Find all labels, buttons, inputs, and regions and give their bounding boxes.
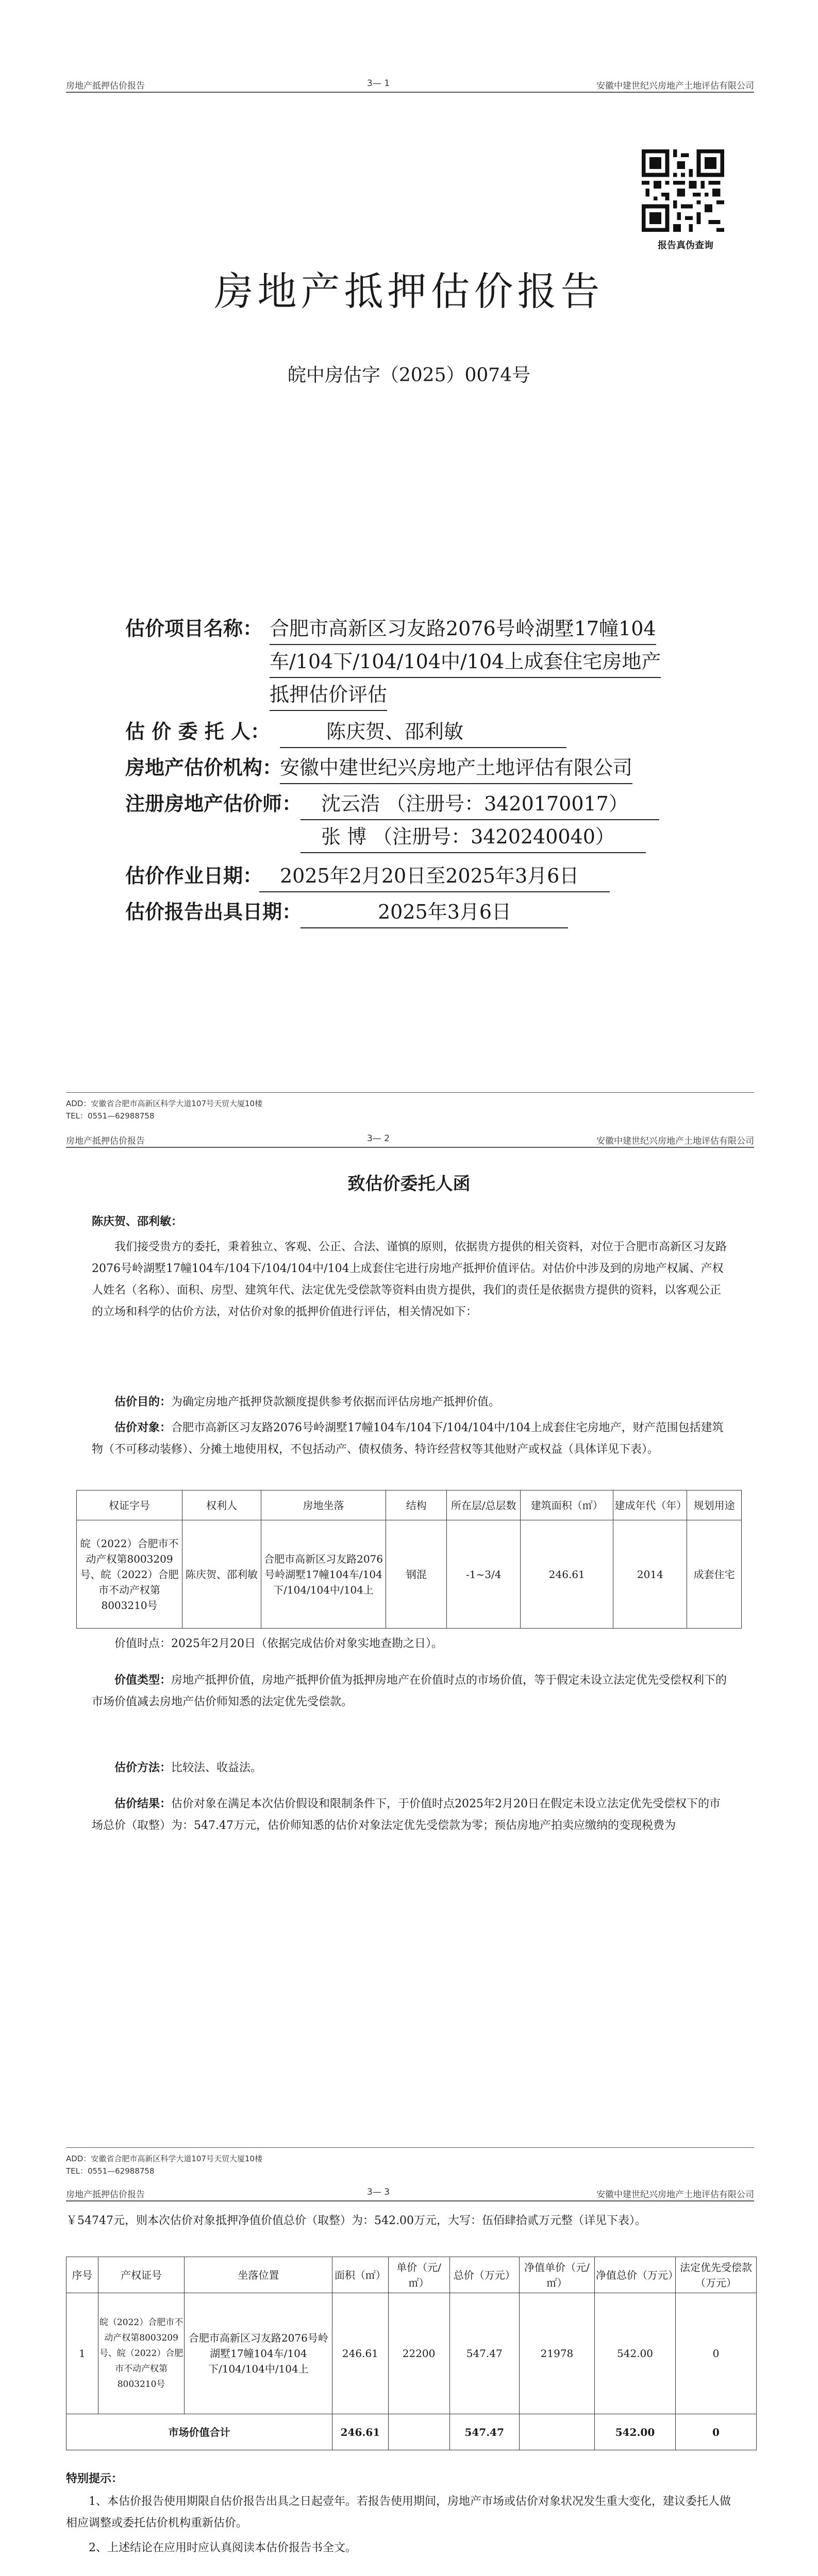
letter-intro: 我们接受贵方的委托，秉着独立、客观、公正、合法、谨慎的原则，依据贵方提供的相关资料，对位于合肥市高新区习友路2076号岭湖墅17幢104车/104下/104/104中/104上成套住宅进行房地产抵押价值评估。对估价中涉及到的房地产权属、产权人姓名（名称）、面积、房型、建筑年代、法定优先受偿款等资料由贵方提供，我们的责任是依据贵方提供的资料，以客观公正的立场和科学的估价方法，对估价对象的抵押价值进行评估，相关情况如下： — [92, 1241, 727, 1318]
period-value: 2025年2月20日至2025年3月6日 — [259, 860, 610, 892]
page-header — [66, 2187, 754, 2208]
page-header — [66, 78, 754, 99]
report-title: 房地产抵押估价报告 — [214, 268, 604, 314]
project-value-line3: 抵押估价评估 — [270, 679, 387, 711]
table-header-cell: 房地坐落 — [261, 1490, 386, 1520]
table-header-cell: 净值单价（元/㎡） — [519, 2257, 594, 2293]
table-cell: 1 — [66, 2293, 98, 2414]
result-paragraph — [92, 1793, 731, 1837]
agency-value: 安徽中建世纪兴房地产土地评估有限公司 — [280, 752, 632, 784]
table-cell: 成套住宅 — [687, 1520, 742, 1629]
notes-title: 特别提示： — [66, 2472, 123, 2485]
table-cell: -1~3/4 — [447, 1520, 521, 1629]
table-row — [77, 1520, 742, 1629]
header-divider — [66, 2200, 754, 2201]
object-label: 估价对象： — [114, 1421, 172, 1434]
footer-address: ADD：安徽省合肥市高新区科学大道107号天贸大厦10楼 — [66, 1099, 263, 1108]
project-label: 估价项目名称： — [125, 617, 263, 640]
client-row — [125, 716, 718, 747]
appraiser-2: 张 博 （注册号：3420240040） — [301, 821, 646, 853]
table-total-row — [66, 2414, 757, 2450]
table-header-cell: 总价（万元） — [449, 2257, 519, 2293]
appraiser-label: 注册房地产估价师： — [125, 792, 302, 815]
purpose-paragraph — [92, 1391, 731, 1413]
note-2: 2、上述结论在应用时应认真阅读本估价报告书全文。 — [89, 2541, 357, 2554]
footer-address: ADD：安徽省合肥市高新区科学大道107号天贸大厦10楼 — [66, 2154, 263, 2163]
value-date-text: 2025年2月20日（依据完成估价对象实地查勘之日）。 — [171, 1637, 443, 1650]
method-text: 比较法、收益法。 — [171, 1761, 262, 1774]
header-right: 安徽中建世纪兴房地产土地评估有限公司 — [596, 81, 754, 91]
purpose-text: 为确定房地产抵押贷款额度提供参考依据而评估房地产抵押价值。 — [171, 1396, 500, 1409]
table-cell: 246.61 — [521, 1520, 613, 1629]
table-cell: 市场价值合计 — [66, 2414, 332, 2450]
table-header-cell: 序号 — [66, 2257, 98, 2293]
value-type-label: 价值类型： — [114, 1673, 172, 1687]
table-cell: 皖（2022）合肥市不动产权第8003209号、皖（2022）合肥市不动产权第8003210号 — [98, 2293, 185, 2414]
issue-date-value: 2025年3月6日 — [301, 896, 568, 928]
qr-code-icon[interactable] — [642, 149, 724, 232]
table-header-cell: 坐落位置 — [185, 2257, 332, 2293]
table-row — [66, 2293, 757, 2414]
value-type-paragraph — [92, 1669, 731, 1713]
table-header-cell: 单价（元/㎡） — [388, 2257, 449, 2293]
table-header-cell: 法定优先受偿款（万元） — [675, 2257, 756, 2293]
table-header-cell: 产权证号 — [98, 2257, 185, 2293]
header-page-no: 3— 2 — [367, 1133, 390, 1144]
value-type-text: 房地产抵押价值，房地产抵押价值为抵押房地产在价值时点的市场价值，等于假定未设立法定优先受偿权利下的市场价值减去房地产估价师知悉的法定优先受偿款。 — [92, 1674, 727, 1708]
valuation-table — [66, 2257, 757, 2450]
footer-tel: TEL：0551—62988758 — [66, 1111, 155, 1121]
header-divider — [66, 1147, 754, 1148]
page-footer — [66, 1097, 262, 1122]
salutation: 陈庆贺、邵利敏： — [92, 1215, 183, 1228]
table-cell: 皖（2022）合肥市不动产权第8003209号、皖（2022）合肥市不动产权第8003210号 — [77, 1520, 182, 1629]
client-label: 估 价 委 托 人： — [125, 720, 270, 743]
result-text: 估价对象在满足本次估价假设和限制条件下，于价值时点2025年2月20日在假定未设立法定优先受偿权下的市场总价（取整）为：547.47万元，估价师知悉的估价对象法定优先受偿款为零；预估房地产拍卖应缴纳的变现税费为 — [92, 1798, 721, 1832]
client-value: 陈庆贺、邵利敏 — [280, 716, 566, 748]
footer-tel: TEL：0551—62988758 — [66, 2166, 155, 2176]
issue-date-label: 估价报告出具日期： — [125, 900, 302, 923]
header-right: 安徽中建世纪兴房地产土地评估有限公司 — [596, 1136, 754, 1146]
table-cell: 21978 — [519, 2293, 594, 2414]
project-value-line1: 合肥市高新区习友路2076号岭湖墅17幢104 — [270, 613, 656, 645]
table-cell: 合肥市高新区习友路2076号岭湖墅17幢104车/104下/104/104中/104上 — [261, 1520, 386, 1629]
agency-label: 房地产估价机构： — [125, 756, 282, 779]
table-header-cell: 建筑面积（㎡） — [521, 1490, 613, 1520]
table-cell: 246.61 — [332, 2293, 388, 2414]
value-date-paragraph — [92, 1633, 731, 1655]
appraiser-row — [125, 788, 718, 855]
table-cell: 542.00 — [595, 2414, 676, 2450]
result-label: 估价结果： — [114, 1797, 172, 1810]
table-header-cell: 结构 — [386, 1490, 447, 1520]
table-cell — [388, 2414, 449, 2450]
net-value-paragraph: ￥54747元，则本次估价对象抵押净值价值总价（取整）为：542.00万元，大写：伍佰肆拾贰万元整（详见下表）。 — [66, 2214, 646, 2227]
footer-divider — [66, 2147, 754, 2148]
method-paragraph — [92, 1757, 731, 1779]
table-header-cell: 权利人 — [182, 1490, 261, 1520]
table-header-cell: 建成年代（年） — [613, 1490, 687, 1520]
qr-caption: 报告真伪查询 — [658, 240, 713, 251]
header-right: 安徽中建世纪兴房地产土地评估有限公司 — [596, 2190, 754, 2200]
table-header-cell: 面积（㎡） — [332, 2257, 388, 2293]
agency-row — [125, 752, 718, 783]
table-cell — [519, 2414, 594, 2450]
table-cell: 2014 — [613, 1520, 687, 1629]
table-cell: 钢混 — [386, 1520, 447, 1629]
header-page-no: 3— 3 — [367, 2187, 390, 2197]
table-header-cell: 规划用途 — [687, 1490, 742, 1520]
table-header-cell: 权证字号 — [77, 1490, 182, 1520]
header-left: 房地产抵押估价报告 — [66, 1136, 145, 1146]
header-left: 房地产抵押估价报告 — [66, 2190, 145, 2200]
value-date-label: 价值时点： — [114, 1637, 172, 1650]
table-cell: 547.47 — [449, 2293, 519, 2414]
table-cell: 合肥市高新区习友路2076号岭湖墅17幢104车/104下/104/104中/104上 — [185, 2293, 332, 2414]
header-divider — [66, 92, 754, 93]
period-row — [125, 860, 718, 891]
appraiser-1: 沈云浩 （注册号：3420170017） — [301, 788, 659, 820]
issue-date-row — [125, 896, 718, 927]
letter-title: 致估价委托人函 — [347, 1174, 471, 1194]
project-value-line2: 车/104下/104/104中/104上成套住宅房地产 — [270, 646, 661, 678]
project-name-row — [125, 613, 718, 706]
page-footer — [66, 2153, 262, 2177]
header-left: 房地产抵押估价报告 — [66, 81, 145, 91]
report-number: 皖中房估字（2025）0074号 — [287, 365, 531, 386]
table-cell: 246.61 — [332, 2414, 388, 2450]
table-cell: 22200 — [388, 2293, 449, 2414]
table-cell: 陈庆贺、邵利敏 — [182, 1520, 261, 1629]
object-text: 合肥市高新区习友路2076号岭湖墅17幢104车/104下/104/104中/104上成套住宅房地产，财产范围包括建筑物（不可移动装修）、分摊土地使用权，不包括动产、债权债务、特许经营权等其他财产或权益（具体详见下表）。 — [92, 1421, 724, 1456]
note-1: 1、本估价报告使用期限自估价报告出具之日起壹年。若报告使用期间，房地产市场或估价对象状况发生重大变化，建议委托人做相应调整或委托估价机构重新估价。 — [66, 2495, 731, 2530]
property-table — [76, 1490, 742, 1629]
method-label: 估价方法： — [114, 1761, 172, 1774]
table-header-cell: 净值总价（万元） — [595, 2257, 676, 2293]
header-page-no: 3— 1 — [367, 78, 390, 89]
period-label: 估价作业日期： — [125, 864, 263, 887]
table-cell: 542.00 — [595, 2293, 676, 2414]
page-header — [66, 1133, 754, 1154]
object-paragraph — [92, 1417, 731, 1461]
footer-divider — [66, 1092, 754, 1093]
table-cell: 0 — [675, 2293, 756, 2414]
purpose-label: 估价目的： — [114, 1395, 172, 1409]
table-cell: 0 — [675, 2414, 756, 2450]
table-header-cell: 所在层/总层数 — [447, 1490, 521, 1520]
table-cell: 547.47 — [449, 2414, 519, 2450]
